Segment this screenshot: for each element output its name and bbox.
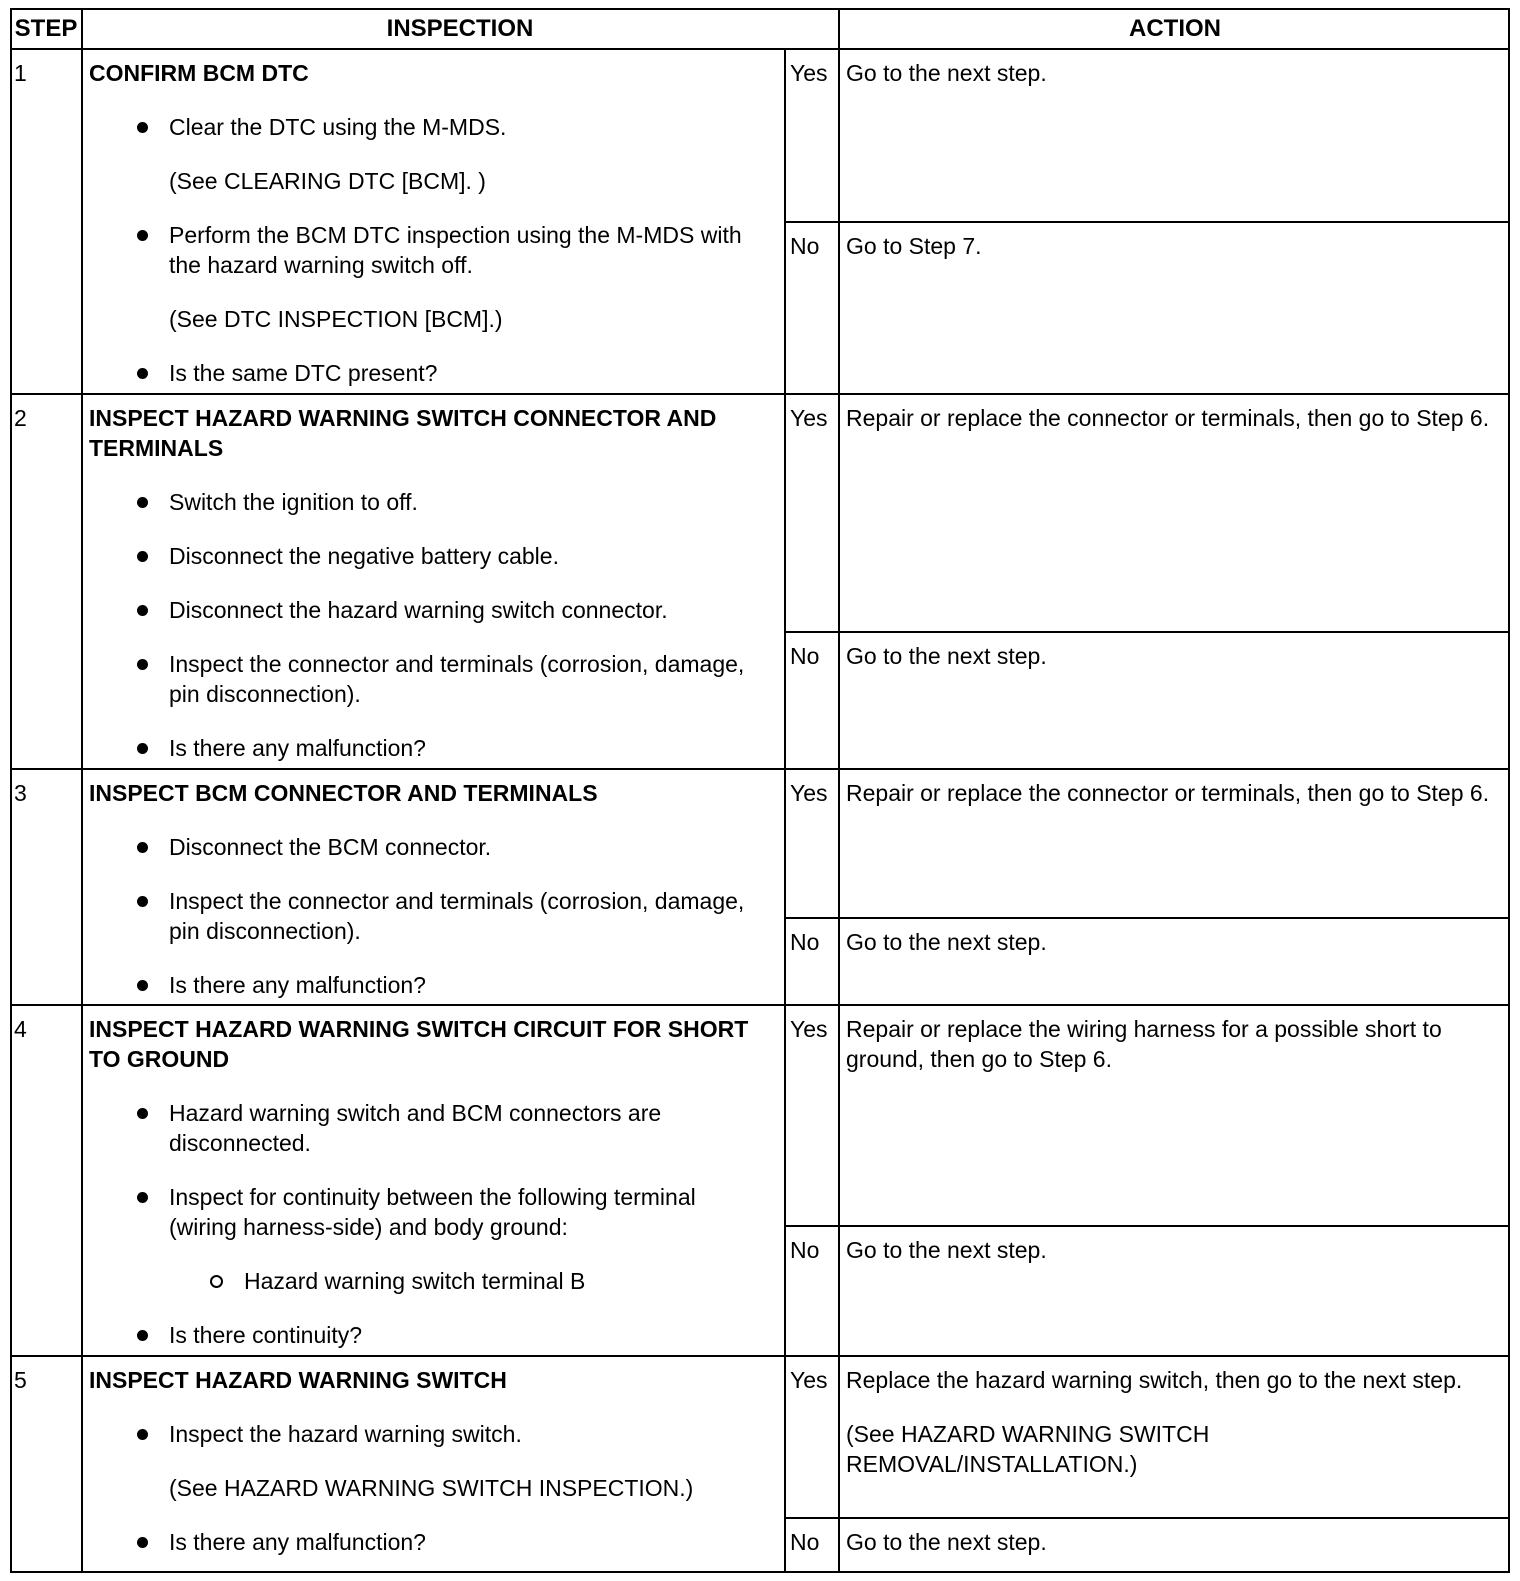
step-title: CONFIRM BCM DTC [89,60,309,86]
grid-line [784,48,786,1573]
header-step: STEP [14,15,78,42]
bullet-item: Disconnect the hazard warning switch connector. [89,595,759,625]
reference-text: (See HAZARD WARNING SWITCH INSPECTION.) [169,1475,694,1501]
bullet-item: Is there any malfunction? [89,1527,759,1557]
inspection-cell [83,395,783,787]
step-title: INSPECT HAZARD WARNING SWITCH [89,1367,507,1393]
reference-text: (See DTC INSPECTION [BCM].) [169,306,503,332]
yes-action: Repair or replace the connector or terminals, then go to Step 6. [846,405,1490,431]
yes-action-text: Replace the hazard warning switch, then go to the next step. [846,1367,1463,1393]
no-action: Go to the next step. [846,1529,1047,1555]
bullet-item: Switch the ignition to off. [89,487,759,517]
inspection-cell [83,1357,783,1581]
bullet-item: Inspect the connector and terminals (corrosion, damage, pin disconnection). [89,886,759,946]
step-number: 4 [14,1016,27,1042]
step-title: INSPECT HAZARD WARNING SWITCH CONNECTOR AND TERMINALS [89,405,717,461]
bullet-item: Hazard warning switch and BCM connectors are disconnected. [89,1098,759,1158]
yes-label: Yes [790,405,828,431]
inspection-cell [83,770,783,1024]
bullet-item: Perform the BCM DTC inspection using the M-MDS with the hazard warning switch off. [89,220,759,280]
no-label: No [790,929,820,955]
yes-label: Yes [790,1367,828,1393]
yes-action: Go to the next step. [846,60,1047,86]
no-label: No [790,1529,820,1555]
no-action: Go to the next step. [846,643,1047,669]
bullet-item: Disconnect the BCM connector. [89,832,759,862]
yes-action: Repair or replace the wiring harness for a possible short to ground, then go to Step 6. [846,1016,1442,1072]
step-number: 3 [14,780,27,806]
no-action: Go to the next step. [846,929,1047,955]
inspection-cell [83,50,783,412]
bullet-item: Clear the DTC using the M-MDS. [89,112,759,142]
no-action: Go to the next step. [846,1237,1047,1263]
bullet-item: Is there any malfunction? [89,970,759,1000]
bullet-item: Disconnect the negative battery cable. [89,541,759,571]
step-number: 5 [14,1367,27,1393]
sub-bullet-item: Hazard warning switch terminal B [89,1266,783,1296]
header-action: ACTION [1129,15,1221,42]
yes-label: Yes [790,1016,828,1042]
bullet-item: Is there any malfunction? [89,733,759,763]
step-title: INSPECT BCM CONNECTOR AND TERMINALS [89,780,598,806]
step-number: 2 [14,405,27,431]
yes-label: Yes [790,60,828,86]
yes-label: Yes [790,780,828,806]
no-label: No [790,233,820,259]
bullet-item: Inspect the hazard warning switch. [89,1419,759,1449]
bullet-item: Inspect for continuity between the following terminal (wiring harness-side) and body ground: [89,1182,759,1242]
header-inspection: INSPECTION [386,15,534,42]
yes-action: Repair or replace the connector or terminals, then go to Step 6. [846,780,1490,806]
bullet-item: Inspect the connector and terminals (corrosion, damage, pin disconnection). [89,649,759,709]
no-label: No [790,643,820,669]
no-label: No [790,1237,820,1263]
bullet-item: Is the same DTC present? [89,358,759,388]
bullet-item: Is there continuity? [89,1320,759,1350]
step-number: 1 [14,60,27,86]
yes-action [840,1357,1510,1479]
step-title: INSPECT HAZARD WARNING SWITCH CIRCUIT FOR SHORT TO GROUND [89,1016,749,1072]
reference-text: (See HAZARD WARNING SWITCH REMOVAL/INSTALLATION.) [846,1421,1210,1477]
inspection-cell [83,1006,783,1374]
no-action: Go to Step 7. [846,233,982,259]
reference-text: (See CLEARING DTC [BCM]. ) [169,168,486,194]
troubleshooting-table [10,8,1510,1573]
